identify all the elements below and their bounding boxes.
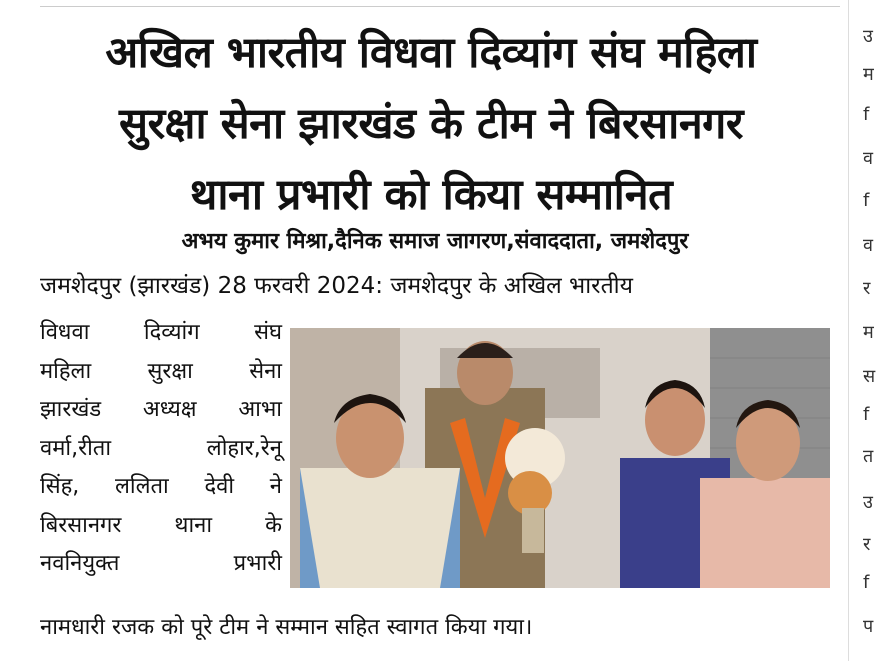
- top-rule: [40, 0, 840, 7]
- fragment: उ: [863, 492, 873, 513]
- fragment: f: [863, 572, 870, 593]
- fragment: स: [863, 366, 876, 387]
- fragment: म: [863, 322, 874, 343]
- lead-paragraph: जमशेदपुर (झारखंड) 28 फरवरी 2024: जमशेदपुर के अखिल भारतीय: [40, 273, 633, 299]
- fragment: व: [863, 235, 874, 256]
- byline: अभय कुमार मिश्रा,दैनिक समाज जागरण,संवाददाता, जमशेदपुर: [181, 229, 689, 254]
- column-line: सिंह, ललिता देवी ने: [40, 474, 282, 499]
- column-line: झारखंड अध्यक्ष आभा: [40, 397, 282, 422]
- text-column: [40, 314, 282, 584]
- fragment: प: [863, 616, 874, 637]
- column-line: बिरसानगर थाना के: [40, 512, 282, 538]
- column-line: नवनियुक्त प्रभारी: [40, 551, 282, 576]
- fragment: f: [863, 404, 870, 425]
- column-line: वर्मा,रीता लोहार,रेनू: [40, 435, 282, 461]
- headline: [28, 18, 834, 231]
- headline-line-1: अखिल भारतीय विधवा दिव्यांग संघ महिला: [105, 28, 757, 78]
- headline-line-3: थाना प्रभारी को किया सम्मानित: [189, 170, 673, 220]
- column-line: विधवा दिव्यांग संघ: [40, 320, 282, 345]
- headline-line-2: सुरक्षा सेना झारखंड के टीम ने बिरसानगर: [119, 99, 743, 149]
- fragment: त: [863, 446, 874, 467]
- news-photo-illustration: [290, 328, 830, 588]
- fragment: म: [863, 64, 874, 85]
- fragment: र: [863, 534, 871, 555]
- fragment: उ: [863, 26, 873, 47]
- news-photo: [290, 328, 830, 588]
- fragment: र: [863, 278, 871, 299]
- fragment: f: [863, 190, 870, 211]
- closing-line: नामधारी रजक को पूरे टीम ने सम्मान सहित स्वागत किया गया।: [40, 615, 533, 640]
- fragment: f: [863, 104, 870, 125]
- adjacent-column-edge: [848, 0, 881, 661]
- fragment: व: [863, 148, 874, 169]
- column-line: महिला सुरक्षा सेना: [40, 358, 282, 384]
